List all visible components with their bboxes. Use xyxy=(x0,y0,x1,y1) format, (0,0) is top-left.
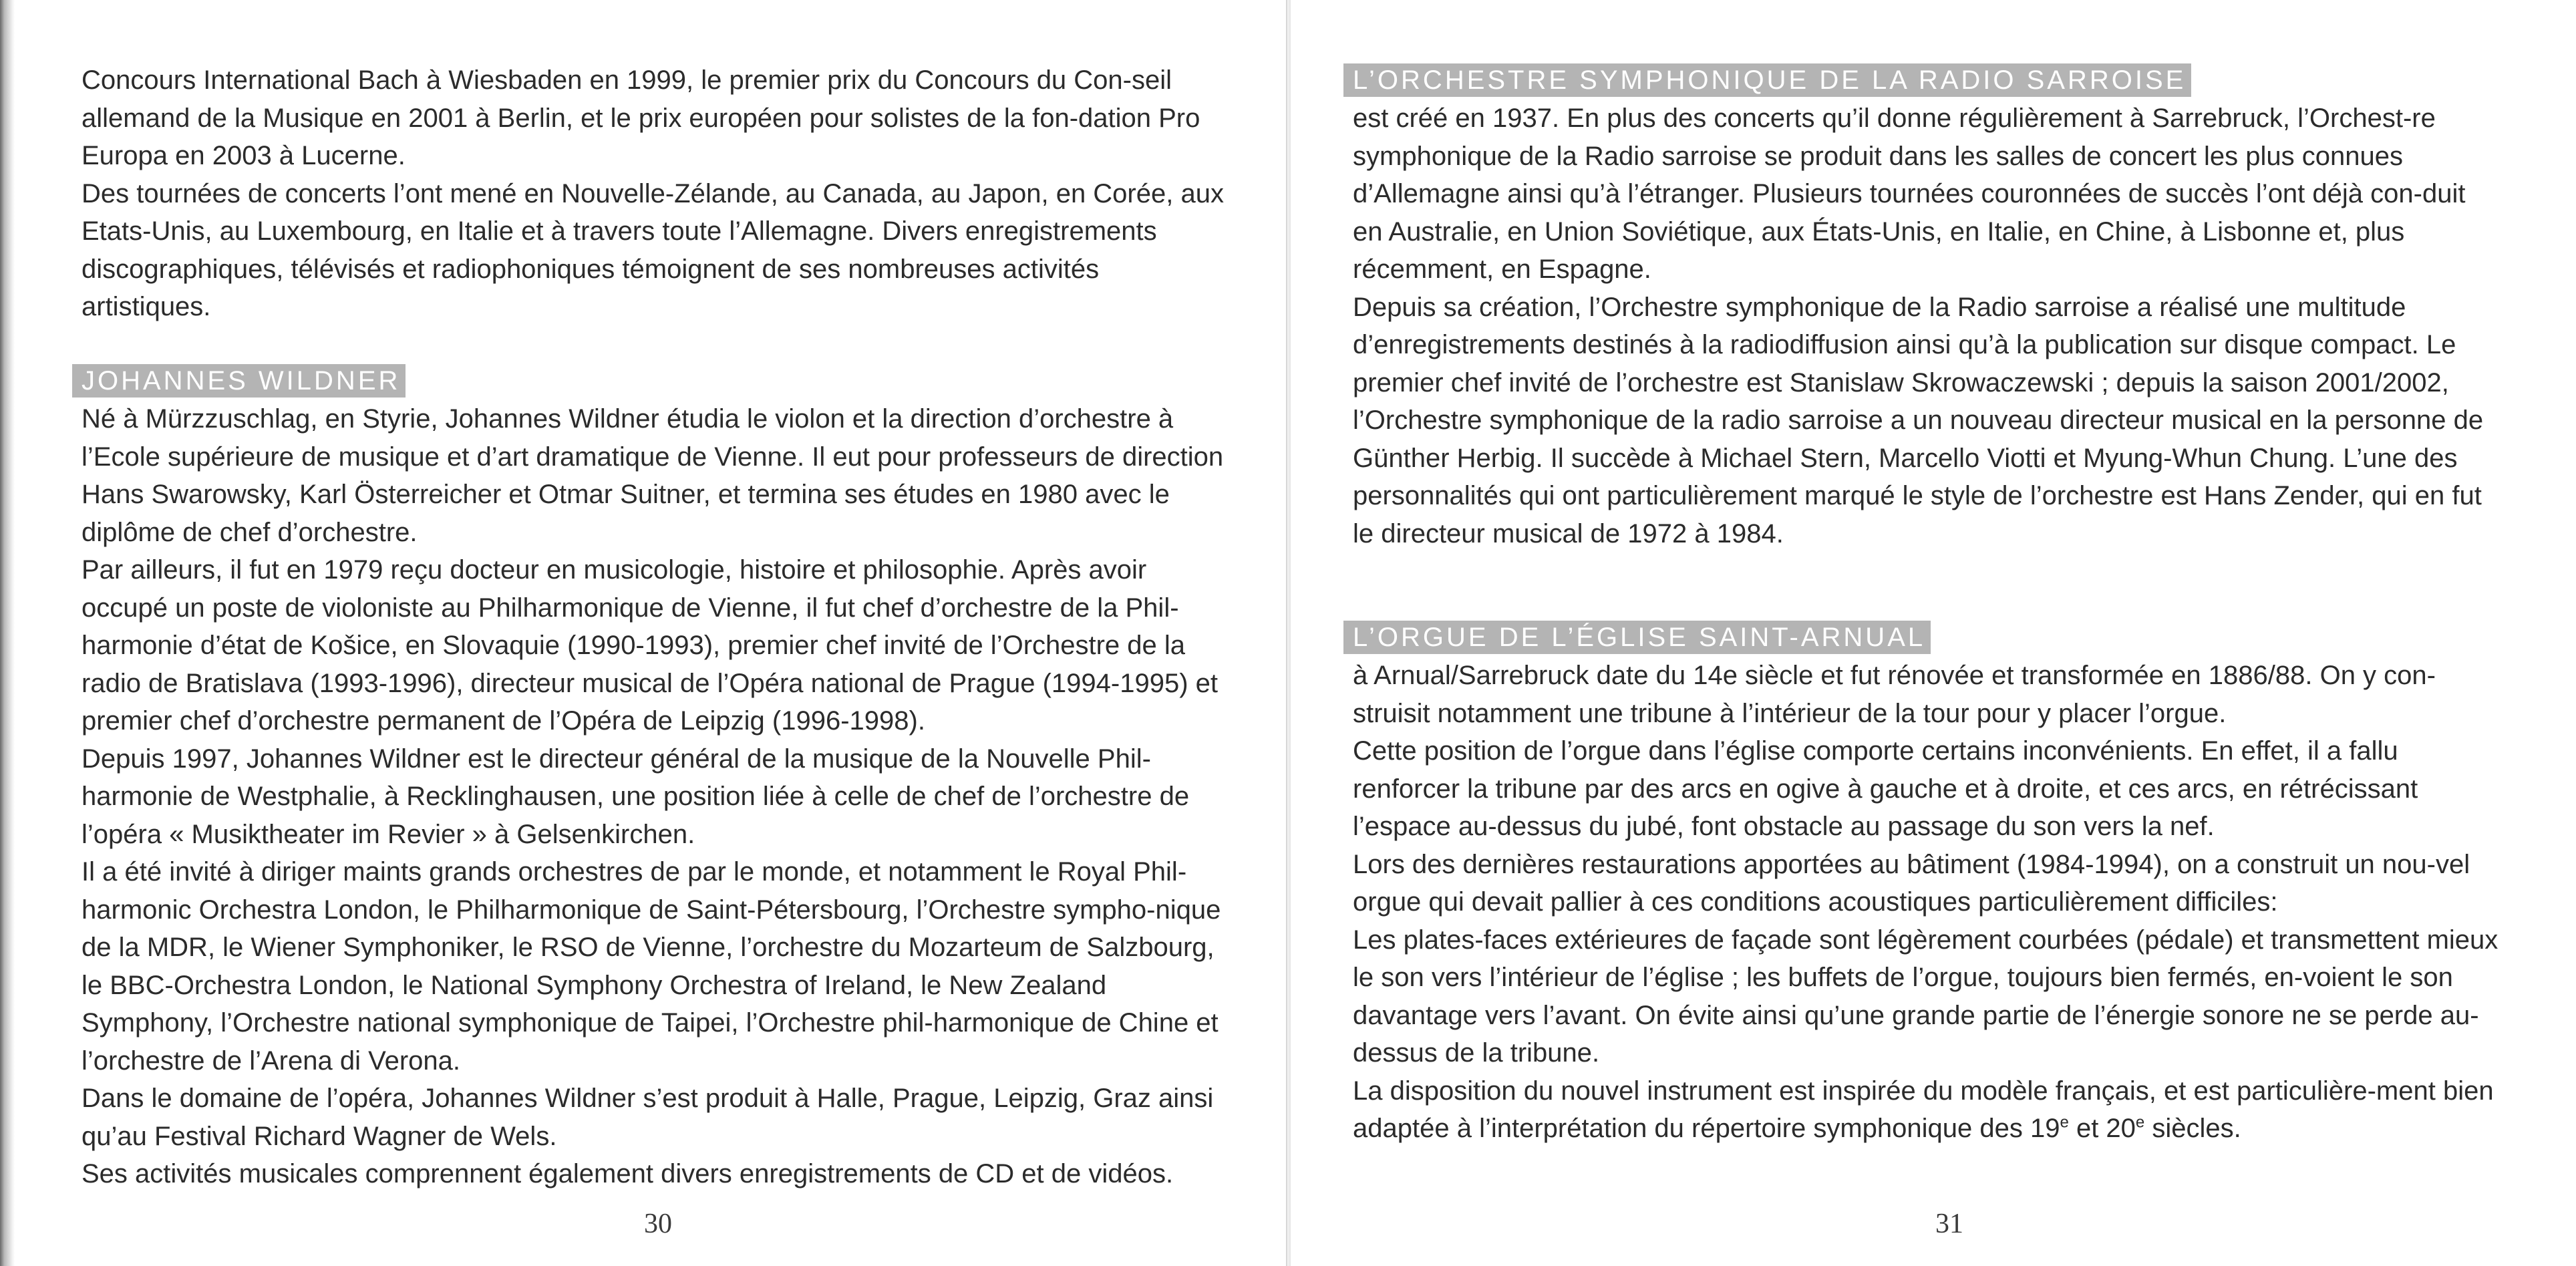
gutter-fold xyxy=(1286,0,1291,1266)
section-wildner xyxy=(82,362,1234,1193)
section-header: L’ORGUE DE L’ÉGLISE SAINT-ARNUAL xyxy=(1343,621,1931,654)
text-run: siècles. xyxy=(2144,1114,2241,1143)
page-left xyxy=(0,0,1286,1266)
section-header: JOHANNES WILDNER xyxy=(72,364,406,398)
section-orchestre xyxy=(1353,61,2502,552)
page-edge-shadow xyxy=(0,0,15,1266)
page-number: 31 xyxy=(1935,1209,1963,1239)
body-paragraph: Lors des dernières restaurations apportées au bâtiment (1984-1994), on a construit un nou-vel orgue qui devait pallier à ces conditions acoustiques particulièrement difficiles: xyxy=(1353,849,2470,917)
section-header: L’ORCHESTRE SYMPHONIQUE DE LA RADIO SARROISE xyxy=(1343,63,2191,97)
superscript: e xyxy=(2135,1113,2145,1132)
body-paragraph: Né à Mürzzuschlag, en Styrie, Johannes Wildner étudia le violon et la direction d’orchestre à l’Ecole supérieure de musique et d’art dramatique de Vienne. Il eut pour professeurs de direction Hans Swarowsky, Karl Österreicher et Otmar Suitner, et termina ses études en 1980 avec le diplôme de chef d’orchestre. xyxy=(82,404,1224,547)
body-paragraph: est créé en 1937. En plus des concerts qu’il donne régulièrement à Sarrebruck, l’Orchest-re symphonique de la Radio sarroise se produit dans les salles de concert les plus connues d’Allemagne ainsi qu’à l’étranger. Plusieurs tournées couronnées de succès l’ont déjà con-duit en Australie, en Union Soviétique, aux États-Unis, en Italie, en Chine, à Lisbonne et, plus récemment, en Espagne. xyxy=(1353,104,2466,284)
body-paragraph: Par ailleurs, il fut en 1979 reçu docteur en musicologie, histoire et philosophie. Après avoir occupé un poste de violoniste au Philharmonique de Vienne, il fut chef d’orchestre de la Phil-harmonie d’état de Košice, en Slovaquie (1990-1993), premier chef invité de l’Orchestre de la radio de Bratislava (1993-1996), directeur musical de l’Opéra national de Prague (1994-1995) et premier chef d’orchestre permanent de l’Opéra de Leipzig (1996-1998). xyxy=(82,555,1218,736)
intro-paragraph: Des tournées de concerts l’ont mené en Nouvelle-Zélande, au Canada, au Japon, en Corée, aux Etats-Unis, au Luxembourg, en Italie et à travers toute l’Allemagne. Divers enregistrements discographiques, télévisés et radiophoniques témoignent de ses nombreuses activités artistiques. xyxy=(82,178,1224,321)
body-paragraph-final xyxy=(1353,1072,2502,1148)
body-paragraph: Depuis 1997, Johannes Wildner est le directeur général de la musique de la Nouvelle Phil-harmonie de Westphalie, à Recklinghausen, une position liée à celle de chef de l’orchestre de l’opéra « Musiktheater im Revier » à Gelsenkirchen. xyxy=(82,744,1190,849)
body-paragraph: Dans le domaine de l’opéra, Johannes Wildner s’est produit à Halle, Prague, Leipzig, Graz ainsi qu’au Festival Richard Wagner de Wels. xyxy=(82,1084,1214,1151)
superscript: e xyxy=(2060,1113,2069,1132)
intro-paragraph: Concours International Bach à Wiesbaden en 1999, le premier prix du Concours du Con-seil allemand de la Musique en 2001 à Berlin, et le prix européen pour solistes de la fon-dation Pro Europa en 2003 à Lucerne. xyxy=(82,65,1200,170)
body-paragraph: Il a été invité à diriger maints grands orchestres de par le monde, et notamment le Royal Phil-harmonic Orchestra London, le Philharmonique de Saint-Pétersbourg, l’Orchestre sympho-nique de la MDR, le Wiener Symphoniker, le RSO de Vienne, l’orchestre du Mozarteum de Salzbourg, le BBC-Orchestra London, le National Symphony Orchestra of Ireland, le New Zealand Symphony, l’Orchestre national symphonique de Taipei, l’Orchestre phil-harmonique de Chine et l’orchestre de l’Arena di Verona. xyxy=(82,857,1221,1076)
text-run: La disposition du nouvel instrument est inspirée du modèle français, et est particulière-ment bien adaptée à l’interprétation du répertoire symphonique des 19 xyxy=(1353,1076,2494,1143)
section-orgue xyxy=(1353,619,2502,1148)
body-paragraph: Ses activités musicales comprennent également divers enregistrements de CD et de vidéos. xyxy=(82,1159,1174,1189)
body-paragraph: Cette position de l’orgue dans l’église comporte certains inconvénients. En effet, il a fallu renforcer la tribune par des arcs en ogive à gauche et à droite, et ces arcs, en rétrécissant l’espace au-dessus du jubé, font obstacle au passage du son vers la nef. xyxy=(1353,736,2418,841)
body-paragraph: Les plates-faces extérieures de façade sont légèrement courbées (pédale) et transmettent mieux le son vers l’intérieur de l’église ; les buffets de l’orgue, toujours bien fermés, en-voient le son davantage vers l’avant. On évite ainsi qu’une grande partie de l’énergie sonore ne se perde au-dessus de la tribune. xyxy=(1353,925,2499,1068)
page-right xyxy=(1291,0,2576,1266)
body-paragraph: Depuis sa création, l’Orchestre symphonique de la Radio sarroise a réalisé une multitude d’enregistrements destinés à la radiodiffusion ainsi qu’à la publication sur disque compact. Le premier chef invité de l’orchestre est Stanislaw Skrowaczewski ; depuis la saison 2001/2002, l’Orchestre symphonique de la radio sarroise a un nouveau directeur musical en la personne de Günther Herbig. Il succède à Michael Stern, Marcello Viotti et Myung-Whun Chung. L’une des personnalités qui ont particulièrement marqué le style de l’orchestre est Hans Zender, qui en fut le directeur musical de 1972 à 1984. xyxy=(1353,292,2484,548)
text-run: et 20 xyxy=(2068,1114,2136,1143)
page-number: 30 xyxy=(644,1209,672,1239)
body-paragraph: à Arnual/Sarrebruck date du 14e siècle et fut rénovée et transformée en 1886/88. On y con-struisit notamment une tribune à l’intérieur de la tour pour y placer l’orgue. xyxy=(1353,661,2436,728)
intro-block xyxy=(82,61,1234,326)
